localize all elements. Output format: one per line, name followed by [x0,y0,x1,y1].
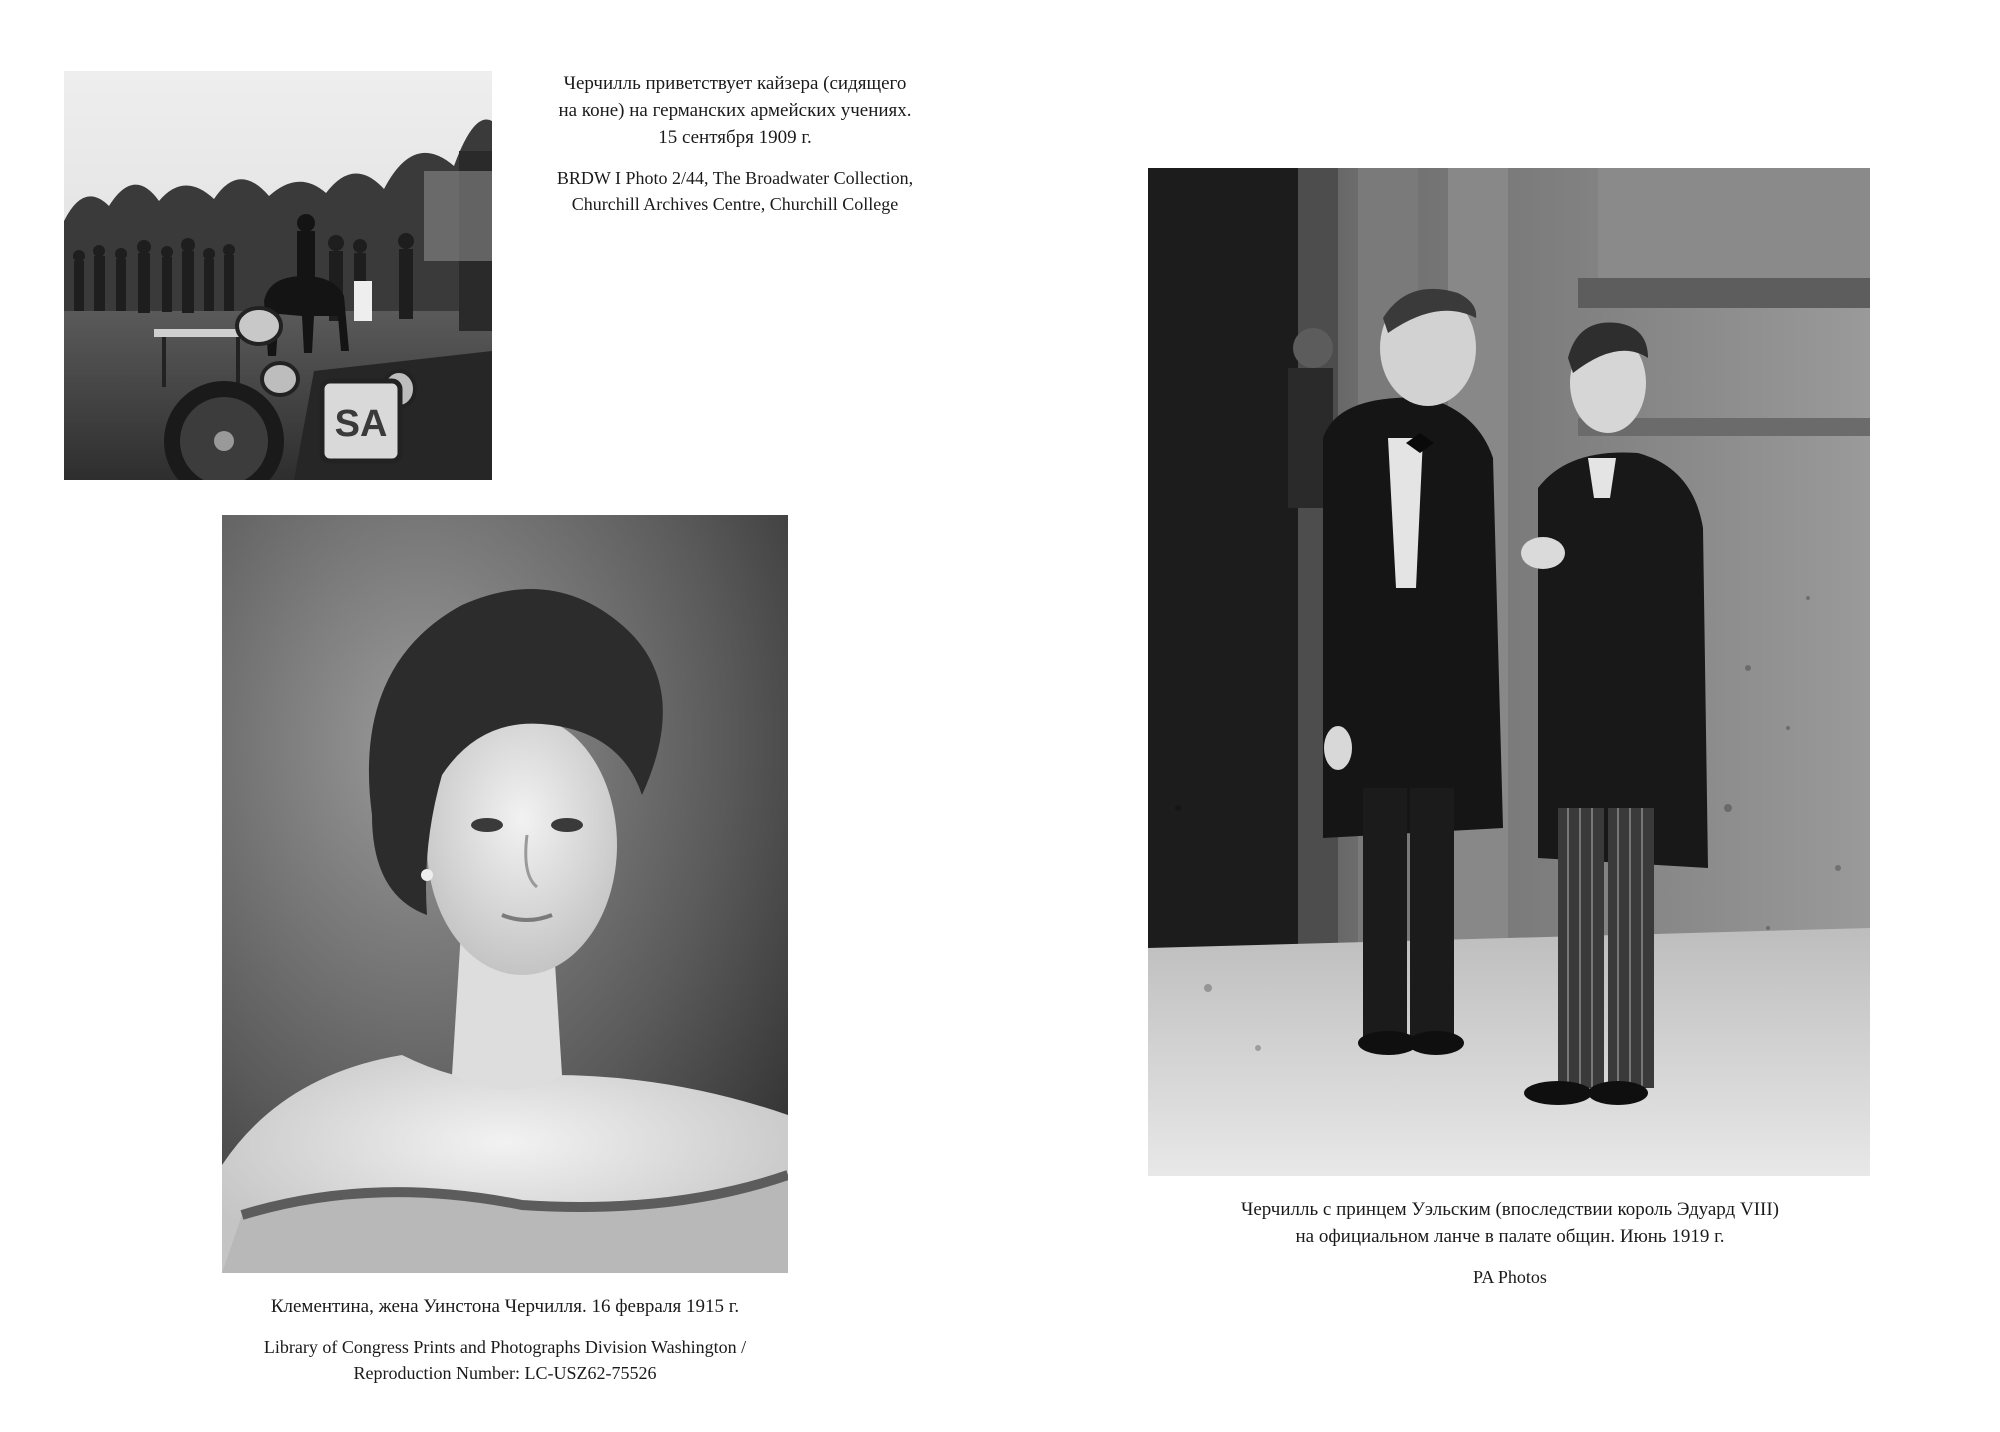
credit-line: Churchill Archives Centre, Churchill College [571,194,899,214]
kaiser-caption-block [510,70,960,217]
kaiser-maneuvers-photo [64,71,492,480]
credit-line: Reproduction Number: LC-USZ62-75526 [353,1363,657,1383]
clementine-caption-block [180,1293,830,1386]
caption-line: на коне) на германских армейских учениях. [558,100,912,121]
credit-line: BRDW I Photo 2/44, The Broadwater Collection, [556,168,914,188]
kaiser-photo-credit [510,165,960,217]
caption-line: Клементина, жена Уинстона Черчилля. 16 февраля 1915 г. [270,1296,740,1317]
caption-line: Черчилль с принцем Уэльским (впоследствии король Эдуард VIII) [1240,1199,1779,1220]
churchill-prince-image [1148,168,1870,1176]
prince-caption [1100,1196,1920,1250]
clementine-photo-credit [180,1334,830,1386]
clementine-portrait-image [222,515,788,1273]
prince-photo-credit [1100,1264,1920,1290]
churchill-prince-photo [1148,168,1870,1176]
prince-caption-block [1100,1196,1920,1290]
car-plate-text: SA [334,403,388,445]
clementine-portrait-photo [222,515,788,1273]
credit-line: Library of Congress Prints and Photographs Division Washington / [263,1337,747,1357]
car-plate-text-overlay [64,71,492,480]
caption-line: 15 сентября 1909 г. [658,127,812,148]
credit-line: PA Photos [1473,1267,1547,1287]
clementine-caption [180,1293,830,1320]
caption-line: Черчилль приветствует кайзера (сидящего [563,73,907,94]
caption-line: на официальном ланче в палате общин. Июнь 1919 г. [1295,1226,1725,1247]
kaiser-caption [510,70,960,151]
